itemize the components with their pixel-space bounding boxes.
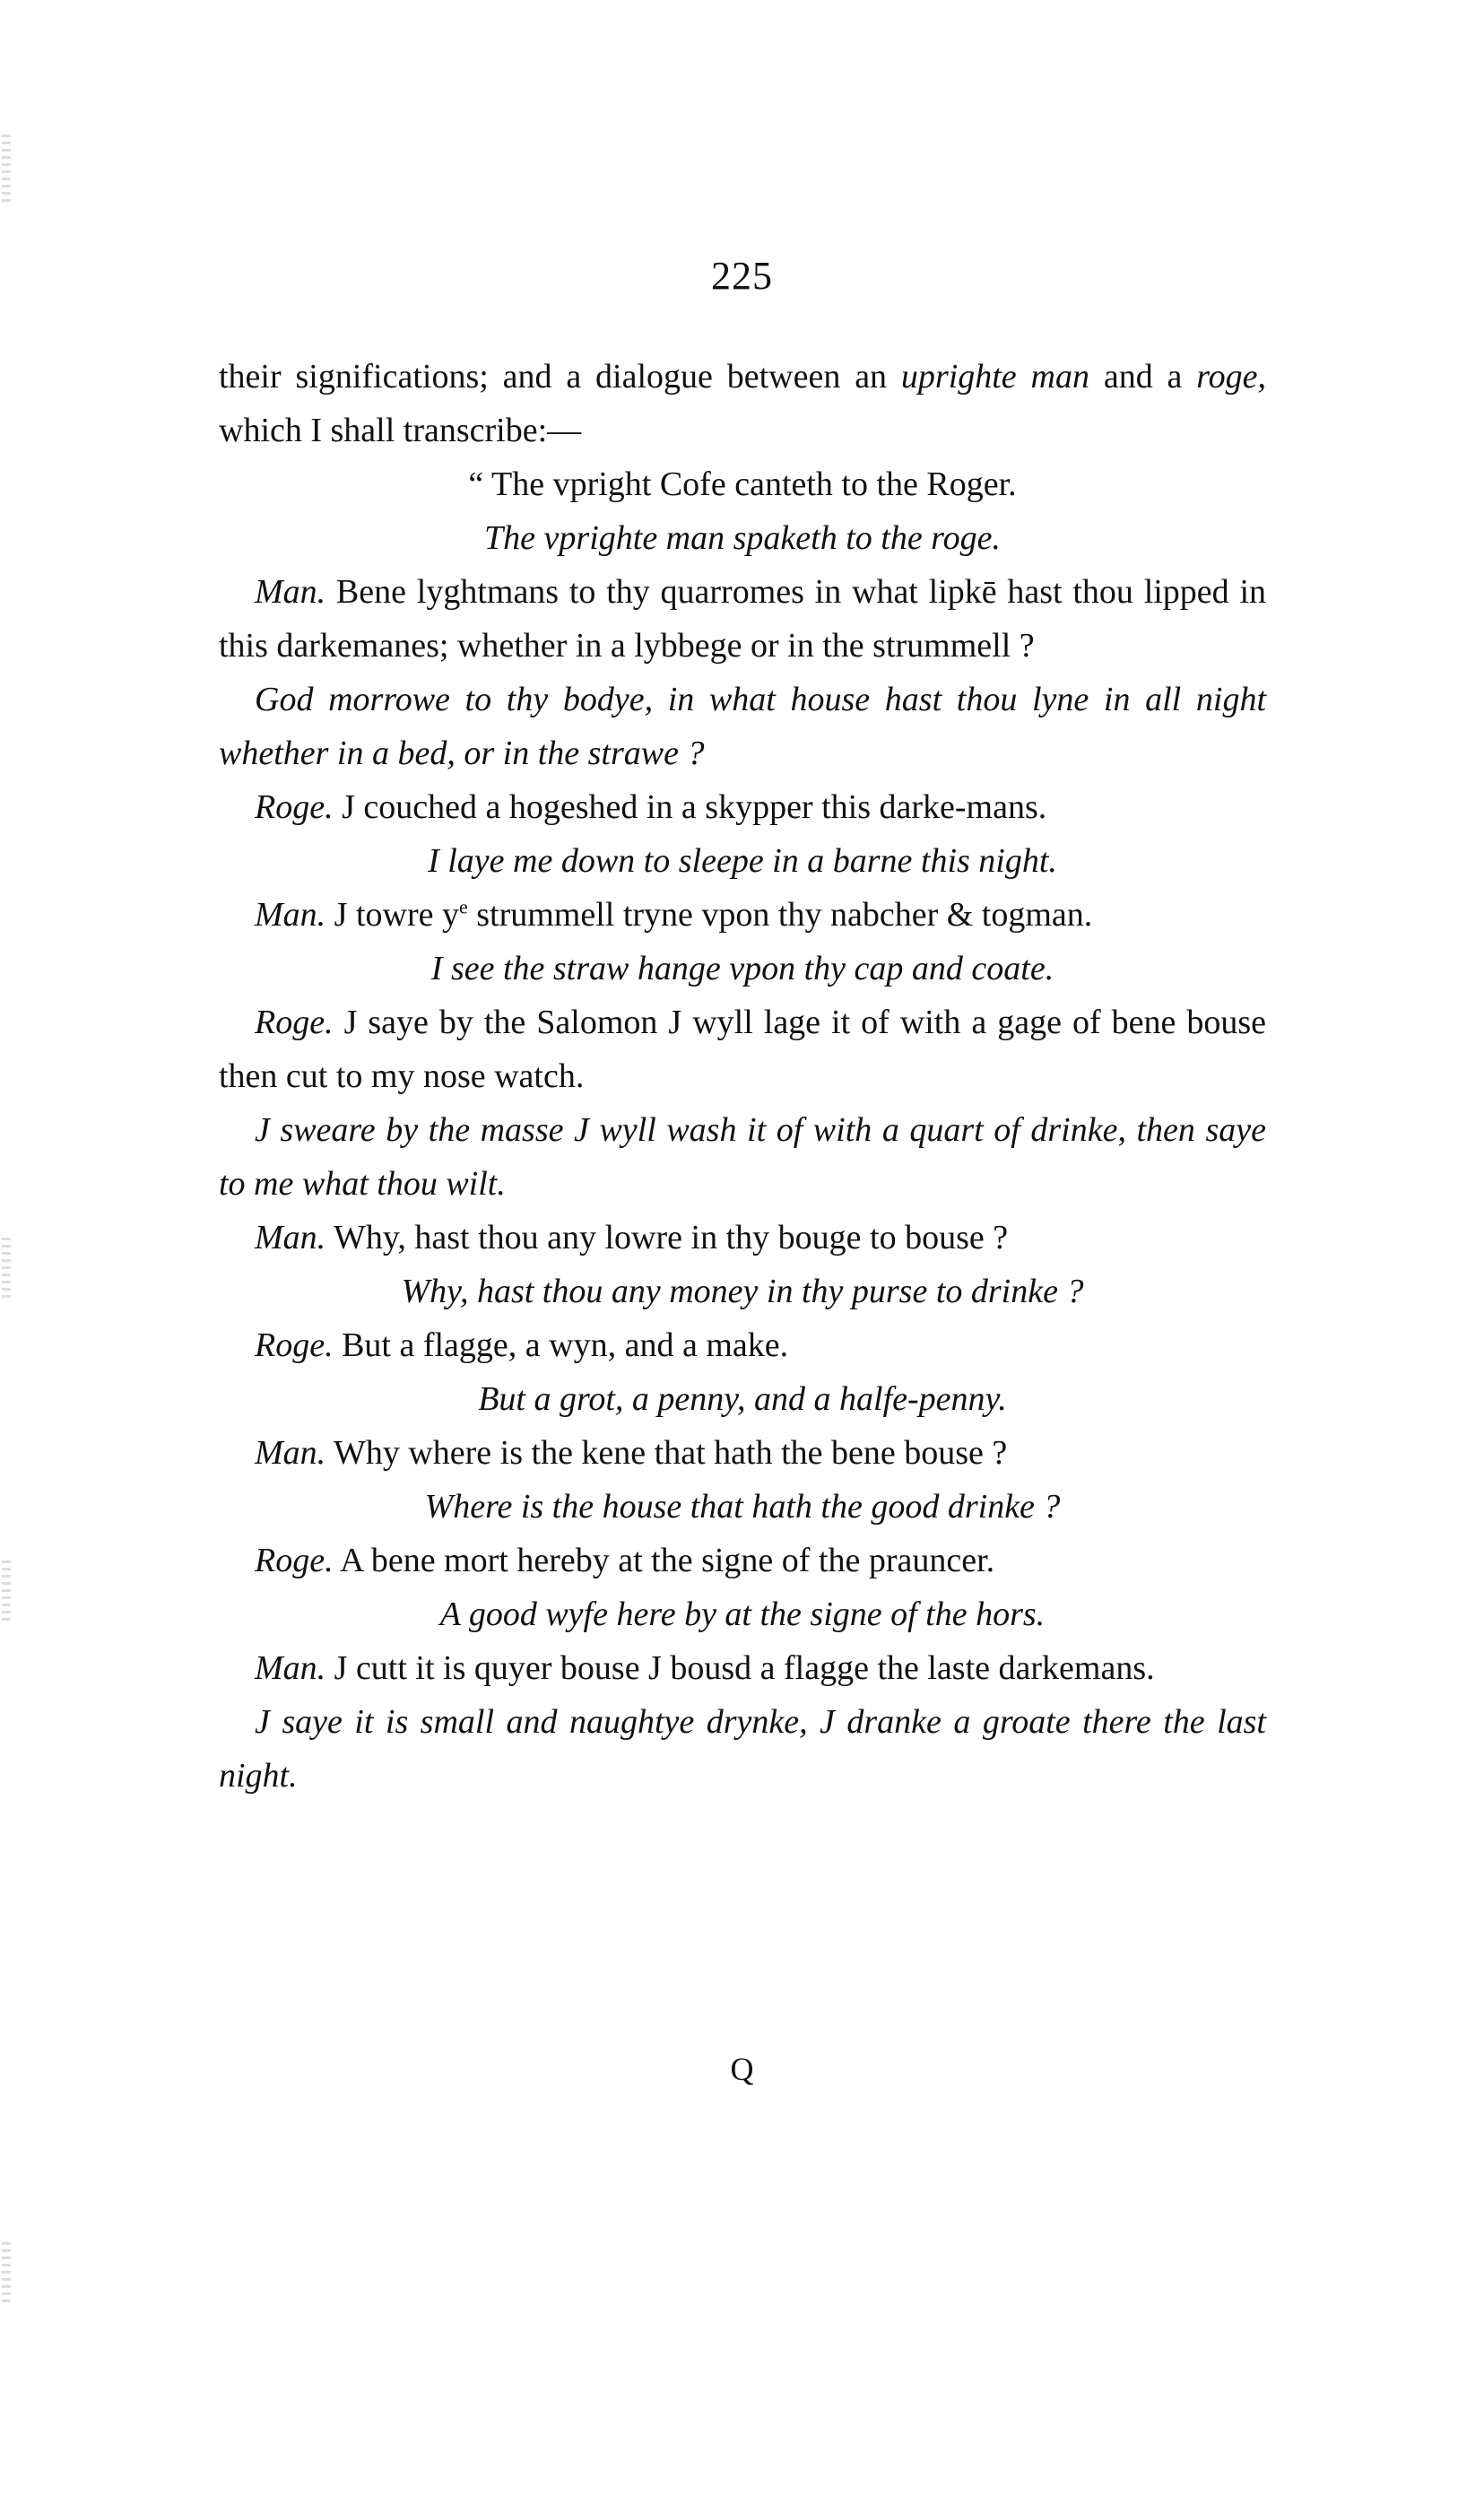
dialogue-line (219, 888, 1266, 942)
translation-line: Where is the house that hath the good drinke ? (424, 1488, 1061, 1526)
speaker-label: Man. (255, 1649, 326, 1687)
cant-text: J couched a hogeshed in a skypper this darke-mans. (333, 788, 1047, 826)
cant-text: Why, hast thou any lowre in thy bouge to bouse ? (325, 1219, 1009, 1256)
intro-emphasis: uprighte man (900, 358, 1089, 396)
page-number: 225 (711, 254, 773, 298)
translation-line: God morrowe to thy bodye, in what house hast thou lyne in all night whether in a bed, or in the strawe ? (219, 681, 1266, 772)
translation-line: Why, hast thou any money in thy purse to drinke ? (401, 1273, 1084, 1310)
intro-text: their significations; and a dialogue between an (219, 358, 901, 396)
cant-text: Why where is the kene that hath the bene bouse ? (325, 1434, 1008, 1472)
cant-text: strummell tryne vpon thy nabcher & togman. (467, 896, 1093, 934)
dialogue-heading: “ The vpright Cofe canteth to the Roger. (468, 465, 1017, 503)
signature-mark: Q (730, 2051, 754, 2087)
page-edge-artifact (2, 1238, 11, 1300)
cant-text: J towre y (325, 896, 459, 934)
page-edge-artifact (2, 2242, 11, 2305)
intro-text: which I shall transcribe:— (219, 412, 582, 449)
page-edge-artifact (2, 135, 11, 206)
cant-text: J cutt it is quyer bouse J bousd a flagge the laste darkemans. (325, 1649, 1155, 1687)
dialogue-line (219, 1641, 1266, 1695)
dialogue-line (219, 1534, 1266, 1587)
translation-line: But a grot, a penny, and a halfe-penny. (478, 1380, 1007, 1418)
translation-line: I see the straw hange vpon thy cap and coate. (430, 950, 1054, 987)
speaker-label: Man. (255, 1434, 326, 1472)
intro-text: and a (1103, 358, 1197, 396)
dialogue-line (219, 780, 1266, 834)
intro-emphasis: roge, (1196, 358, 1267, 396)
cant-text: Bene lyghtmans to thy quarromes in what lipkē hast thou lipped in this darkemanes; whether in a lybbege or in the strummell ? (219, 573, 1266, 665)
speaker-label: Man. (255, 1219, 326, 1256)
dialogue-line (219, 1211, 1266, 1265)
cant-text: A bene mort hereby at the signe of the prauncer. (333, 1542, 995, 1579)
speaker-label: Roge. (255, 788, 334, 826)
translation-line: J sweare by the masse J wyll wash it of with a quart of drinke, then saye to me what thou wilt. (219, 1111, 1266, 1203)
translation-line: A good wyfe here by at the signe of the hors. (439, 1595, 1046, 1633)
cant-text: J saye by the Salomon J wyll lage it of with a gage of bene bouse then cut to my nose watch. (219, 1004, 1266, 1095)
speaker-label: Roge. (255, 1542, 334, 1579)
translation-line: J saye it is small and naughtye drynke, J dranke a groate there the last night. (219, 1703, 1266, 1795)
speaker-label: Man. (255, 573, 326, 611)
translation-line: I laye me down to sleepe in a barne this night. (428, 842, 1057, 880)
superscript: e (458, 895, 468, 918)
intro-paragraph (219, 350, 1266, 457)
page-edge-artifact (2, 1561, 11, 1623)
dialogue-line (219, 1318, 1266, 1372)
dialogue-line (219, 996, 1266, 1103)
speaker-label: Roge. (255, 1326, 334, 1364)
body-text (219, 350, 1266, 1803)
speaker-label: Roge. (255, 1004, 334, 1041)
cant-text: But a flagge, a wyn, and a make. (333, 1326, 789, 1364)
dialogue-line (219, 565, 1266, 673)
speaker-label: Man. (255, 896, 326, 934)
dialogue-line (219, 1426, 1266, 1480)
dialogue-heading-translation: The vprighte man spaketh to the roge. (484, 519, 1001, 557)
